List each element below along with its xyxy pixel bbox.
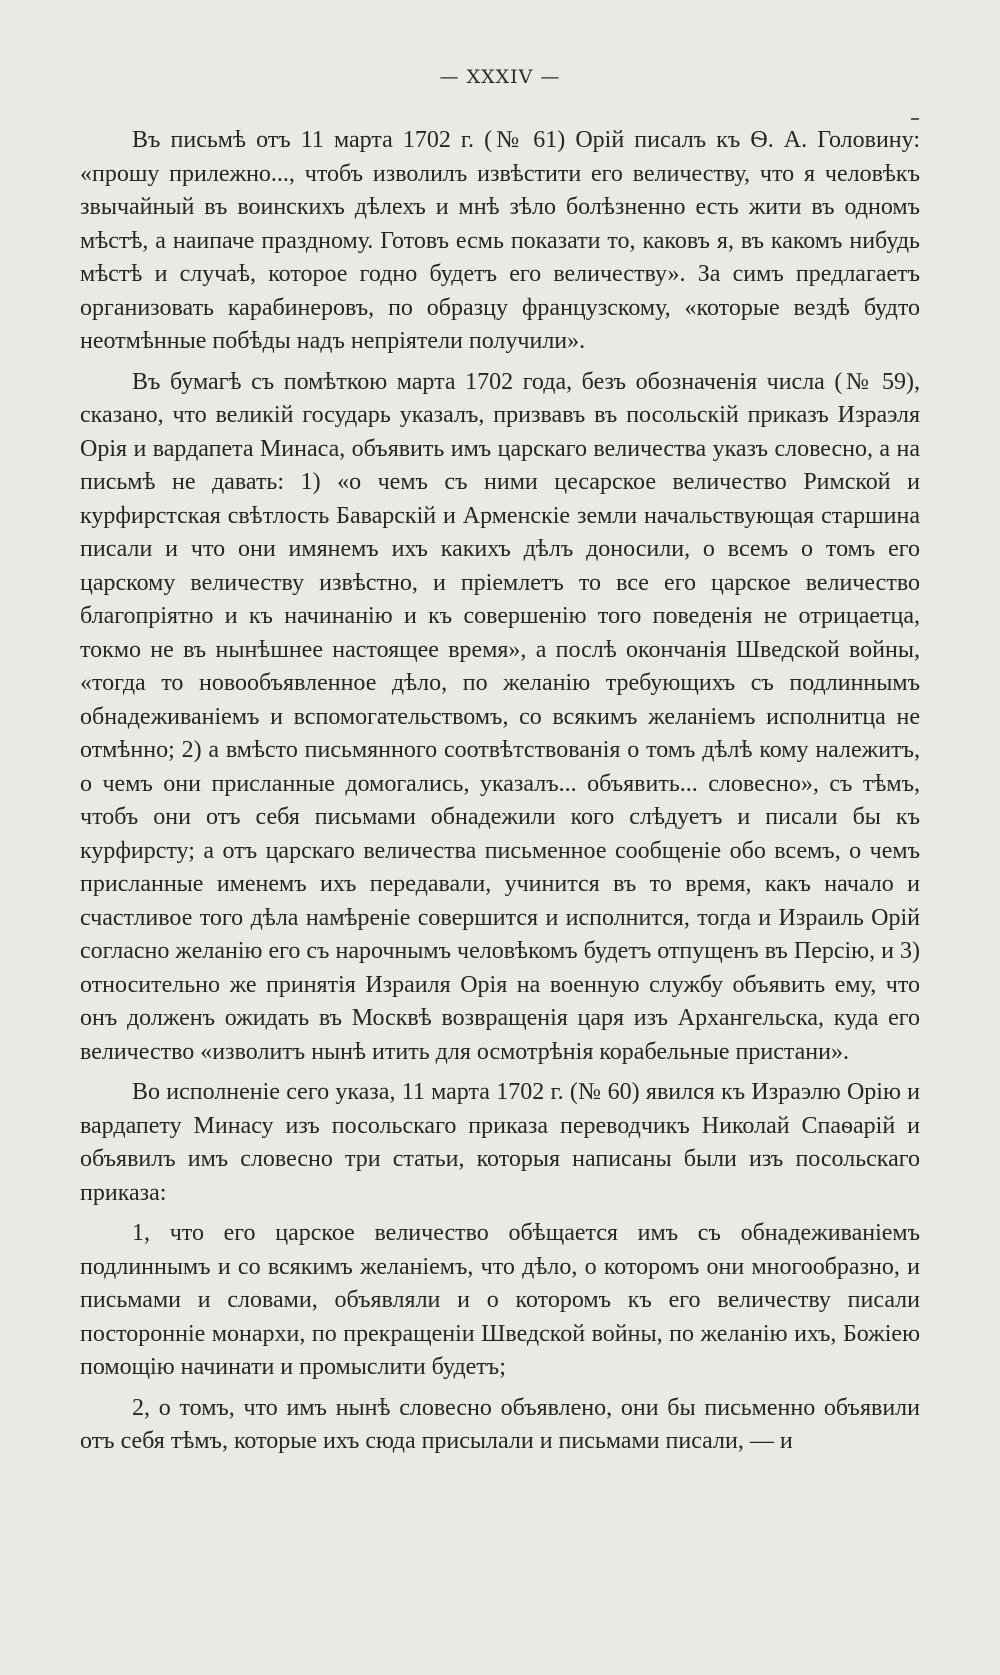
paragraph-1: Въ письмѣ отъ 11 марта 1702 г. (№ 61) Орій писалъ къ Ѳ. А. Головину: «прошу прилежно..., чтобъ изволилъ извѣстити его величеству, что я человѣкъ звычайный въ воинскихъ дѣлехъ и мнѣ зѣло болѣзненно есть жити въ одномъ мѣстѣ, а наипаче праздному. Готовъ есмь показати то, каковъ я, въ какомъ нибудь мѣстѣ и случаѣ, которое годно будетъ его величеству». За симъ предлагаетъ организовать карабинеровъ, по образцу французскому, «которые вездѣ будто неотмѣнные побѣды надъ непріятели получили». (80, 127, 920, 354)
paragraph-3: Во исполненіе сего указа, 11 марта 1702 г. (№ 60) явился къ Израэлю Орію и вардапету Минасу изъ посольскаго приказа переводчикъ Николай Спаѳарій и объявилъ имъ словесно три статьи, которыя написаны были изъ посольскаго приказа: (80, 1079, 920, 1206)
page-number-header: — XXXIV — (439, 66, 561, 88)
paragraph-4: 1, что его царское величество обѣщается имъ съ обнадеживаніемъ подлиннымъ и со всякимъ желаніемъ, что дѣло, о которомъ они многообразно, и письмами и словами, объявляли и о которомъ къ его величеству писали посторонніе монархи, по прекращеніи Шведской войны, по желанію ихъ, Божіею помощію начинати и промыслити будетъ; (80, 1220, 920, 1380)
paragraph-5: 2, о томъ, что имъ нынѣ словесно объявлено, они бы письменно объявили отъ себя тѣмъ, которые ихъ сюда присылали и письмами писали, — и (80, 1394, 920, 1454)
body-text (80, 124, 920, 1459)
printer-mark (911, 118, 919, 120)
paragraph-2: Въ бумагѣ съ помѣткою марта 1702 года, безъ обозначенія числа (№ 59), сказано, что великій государь указалъ, призвавъ въ посольскій приказъ Израэля Орія и вардапета Минаса, объявить имъ царскаго величества указъ словесно, а на письмѣ не давать: 1) «о чемъ съ ними цесарское величество Римской и курфирстская свѣтлость Баварскій и Арменскіе земли начальствующая старшина писали и что они имянемъ ихъ какихъ дѣлъ доносили, о всемъ о томъ его царскому величеству извѣстно, и пріемлетъ то все его царское величество благопріятно и къ начинанію и къ совершенію того поведенія не отрицаетца, токмо не въ нынѣшнее настоящее время», а послѣ окончанія Шведской войны, «тогда то новообъявленное дѣло, по желанію требующихъ съ подлиннымъ обнадеживаніемъ и вспомогательствомъ, со всякимъ желаніемъ исполнитца не отмѣнно; 2) а вмѣсто письмянного соотвѣтствованія о томъ дѣлѣ кому належитъ, о чемъ они присланные домогались, указалъ... объявить... словесно», съ тѣмъ, чтобъ они отъ себя письмами обнадежили кого слѣдуетъ и писали бы къ курфирсту; а отъ царскаго величества письменное сообщеніе обо всемъ, о чемъ присланные именемъ ихъ передавали, учинится въ то время, какъ начало и счастливое того дѣла намѣреніе совершится и исполнится, тогда и Израиль Орій согласно желанію его съ нарочнымъ человѣкомъ будетъ отпущенъ въ Персію, и 3) относительно же принятія Израиля Орія на военную службу объявить ему, что онъ долженъ ожидать въ Москвѣ возвращенія царя изъ Архангельска, куда его величество «изволитъ нынѣ итить для осмотрѣнія корабельные пристани». (80, 368, 920, 1065)
